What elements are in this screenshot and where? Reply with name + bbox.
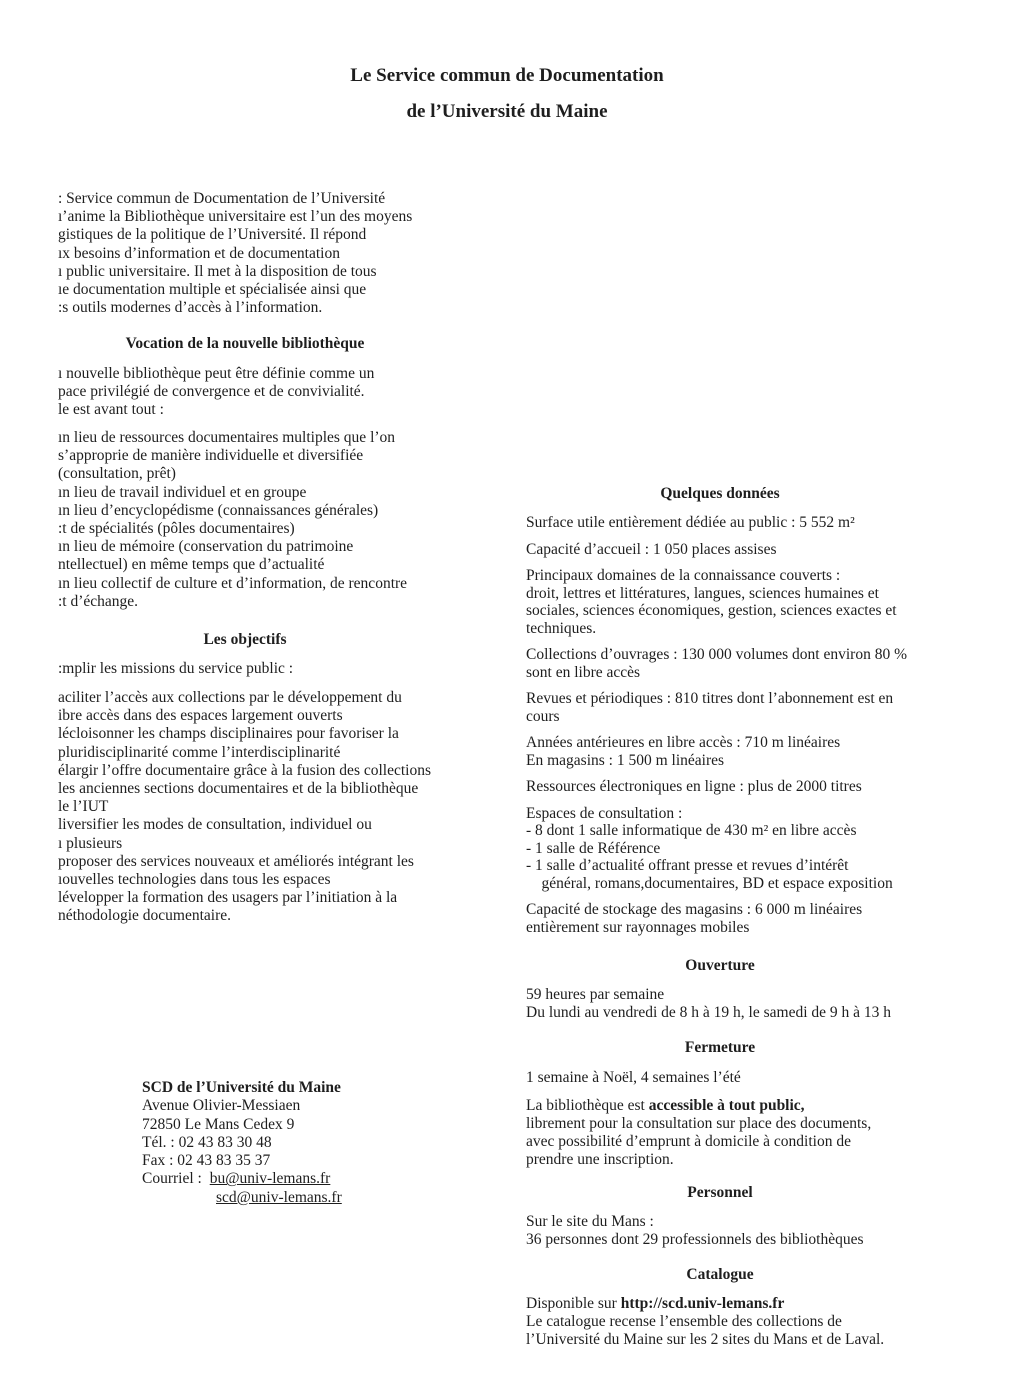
donnees-line: Principaux domaines de la connaissance couverts : — [526, 567, 841, 584]
vocation-list-line: ın lieu de mémoire (conservation du patrimoine — [58, 538, 354, 556]
intro-line: ı public universitaire. Il met à la disposition de tous — [58, 262, 377, 280]
catalogue-line-3: l’Université du Maine sur les 2 sites du Mans et de Laval. — [526, 1331, 885, 1348]
donnees-item-ressources — [526, 778, 936, 796]
catalogue-prefix: Disponible sur — [526, 1295, 621, 1312]
vocation-list-line: (consultation, prêt) — [58, 465, 176, 483]
catalogue-line-1 — [526, 1295, 884, 1313]
email-link-scd[interactable]: scd@univ-lemans.fr — [216, 1188, 342, 1206]
donnees-line: En magasins : 1 500 m linéaires — [526, 751, 725, 769]
address-email-row — [142, 1170, 342, 1188]
donnees-line: - 1 salle d’actualité offrant presse et revues d’intérêt — [526, 857, 849, 874]
objectifs-list-line: ıouvelles technologies dans tous les espaces — [58, 871, 331, 889]
donnees-line: Collections d’ouvrages : 130 000 volumes dont environ 80 % — [526, 646, 907, 663]
intro-line: :s outils modernes d’accès à l’information. — [58, 299, 323, 317]
vocation-list-line: ntellectuel) en même temps que d’actualité — [58, 556, 325, 574]
donnees-heading: Quelques données — [660, 485, 780, 502]
vocation-list-line: :t d’échange. — [58, 592, 139, 610]
intro-line: gistiques de la politique de l’Université. Il répond — [58, 226, 367, 244]
donnees-line: - 1 salle de Référence — [526, 839, 661, 857]
objectifs-intro-line: :mplir les missions du service public : — [58, 660, 294, 677]
objectifs-list-line: liversifier les modes de consultation, individuel ou — [58, 816, 372, 834]
donnees-line: Surface utile entièrement dédiée au public : 5 552 m² — [526, 514, 855, 531]
donnees-line: Revues et périodiques : 810 titres dont l’abonnement est en — [526, 690, 894, 707]
donnees-item-collections — [526, 646, 936, 681]
intro-line: ı’anime la Bibliothèque universitaire est l’un des moyens — [58, 208, 413, 226]
catalogue-line-2: Le catalogue recense l’ensemble des collections de — [526, 1313, 842, 1330]
donnees-item-espaces — [526, 805, 936, 893]
donnees-line: Capacité de stockage des magasins : 6 000 m linéaires — [526, 901, 863, 918]
objectifs-list-line: néthodologie documentaire. — [58, 907, 232, 925]
address-city: 72850 Le Mans Cedex 9 — [142, 1115, 295, 1133]
donnees-line: techniques. — [526, 619, 597, 637]
objectifs-list — [58, 689, 468, 926]
vocation-intro-line: ı nouvelle bibliothèque peut être définie comme un — [58, 365, 375, 382]
donnees-line: général, romans,documentaires, BD et espace exposition — [526, 874, 893, 892]
title-line-2: de l’Université du Maine — [406, 101, 608, 122]
fermeture-text — [526, 1069, 741, 1087]
vocation-list-line: ın lieu collectif de culture et d’information, de rencontre — [58, 574, 408, 592]
page-title — [0, 58, 1014, 130]
intro-line: : Service commun de Documentation de l’Université — [58, 190, 386, 207]
access-bold: accessible à tout public, — [648, 1097, 805, 1114]
donnees-line: - 8 dont 1 salle informatique de 430 m² en libre accès — [526, 822, 857, 839]
objectifs-intro — [58, 660, 468, 678]
intro-line: ıe documentation multiple et spécialisée ainsi que — [58, 281, 367, 299]
vocation-intro — [58, 365, 468, 420]
personnel-line-1: Sur le site du Mans : — [526, 1213, 654, 1230]
vocation-list-line: :t de spécialités (pôles documentaires) — [58, 520, 295, 538]
access-line-1 — [526, 1097, 871, 1115]
objectifs-heading: Les objectifs — [203, 631, 287, 648]
donnees-item-revues — [526, 690, 936, 725]
donnees-item-domaines — [526, 567, 936, 637]
objectifs-list-line: élargir l’offre documentaire grâce à la fusion des collections — [58, 761, 431, 779]
address-tel: Tél. : 02 43 83 30 48 — [142, 1133, 272, 1151]
donnees-list — [526, 514, 936, 945]
donnees-line: Capacité d’accueil : 1 050 places assises — [526, 540, 777, 558]
address-name-text: SCD de l’Université du Maine — [142, 1079, 341, 1096]
objectifs-list-line: le l’IUT — [58, 798, 109, 816]
vocation-list-line: ın lieu de travail individuel et en groupe — [58, 483, 307, 501]
email-link-bu[interactable]: bu@univ-lemans.fr — [209, 1170, 331, 1188]
address-fax: Fax : 02 43 83 35 37 — [142, 1152, 271, 1170]
objectifs-list-line: ibre accès dans des espaces largement ouverts — [58, 707, 343, 725]
access-line: librement pour la consultation sur place des documents, — [526, 1115, 872, 1132]
donnees-item-surface — [526, 514, 936, 532]
objectifs-list-line: pluridisciplinarité comme l’interdisciplinarité — [58, 743, 341, 761]
objectifs-list-line: les anciennes sections documentaires et de la bibliothèque — [58, 780, 419, 798]
ouverture-line-2: Du lundi au vendredi de 8 h à 19 h, le samedi de 9 h à 13 h — [526, 1004, 892, 1021]
objectifs-list-line: lévelopper la formation des usagers par l’initiation à la — [58, 889, 398, 907]
address-block — [142, 1079, 342, 1207]
address-street: Avenue Olivier-Messiaen — [142, 1097, 301, 1115]
donnees-line: Ressources électroniques en ligne : plus de 2000 titres — [526, 778, 862, 795]
donnees-line: sont en libre accès — [526, 663, 641, 681]
vocation-intro-line: le est avant tout : — [58, 401, 164, 419]
access-line: avec possibilité d’emprunt à domicile à condition de — [526, 1133, 851, 1150]
personnel-heading: Personnel — [687, 1184, 753, 1201]
personnel-line-2: 36 personnes dont 29 professionnels des bibliothèques — [526, 1231, 864, 1248]
address-email-row-2 — [142, 1189, 342, 1207]
address-name — [142, 1079, 342, 1097]
objectifs-list-line: aciliter l’accès aux collections par le développement du — [58, 689, 402, 706]
objectifs-list-line: ı plusieurs — [58, 834, 123, 852]
catalogue-text — [526, 1295, 884, 1349]
donnees-line: droit, lettres et littératures, langues, sciences humaines et — [526, 584, 879, 602]
ouverture-heading: Ouverture — [685, 957, 755, 974]
donnees-item-capacite — [526, 541, 936, 559]
catalogue-url-link[interactable]: http://scd.univ-lemans.fr — [620, 1295, 785, 1312]
catalogue-heading: Catalogue — [686, 1266, 754, 1283]
donnees-line: sociales, sciences économiques, gestion, sciences exactes et — [526, 602, 897, 619]
personnel-text — [526, 1213, 864, 1249]
objectifs-list-line: proposer des services nouveaux et améliorés intégrant les — [58, 852, 414, 870]
courriel-label: Courriel : — [142, 1170, 202, 1188]
vocation-intro-line: pace privilégié de convergence et de convivialité. — [58, 383, 365, 401]
donnees-line: Années antérieures en libre accès : 710 m linéaires — [526, 734, 841, 751]
fermeture-line-1: 1 semaine à Noël, 4 semaines l’été — [526, 1069, 741, 1086]
ouverture-text — [526, 986, 891, 1022]
title-line-1: Le Service commun de Documentation — [350, 65, 664, 86]
donnees-line: entièrement sur rayonnages mobiles — [526, 918, 750, 936]
objectifs-list-line: lécloisonner les champs disciplinaires pour favoriser la — [58, 725, 399, 743]
intro-line: ıx besoins d’information et de documentation — [58, 244, 340, 262]
vocation-list-line: s’approprie de manière individuelle et diversifiée — [58, 447, 364, 465]
vocation-list-line: ın lieu de ressources documentaires multiples que l’on — [58, 429, 396, 446]
vocation-list-line: ın lieu d’encyclopédisme (connaissances générales) — [58, 501, 379, 519]
ouverture-line-1: 59 heures par semaine — [526, 986, 665, 1003]
access-paragraph — [526, 1097, 871, 1169]
intro-paragraph — [58, 190, 468, 317]
access-line: prendre une inscription. — [526, 1151, 674, 1168]
vocation-heading: Vocation de la nouvelle bibliothèque — [125, 335, 365, 352]
donnees-line: cours — [526, 707, 560, 725]
vocation-list — [58, 429, 468, 611]
donnees-item-stockage — [526, 901, 936, 936]
donnees-item-annees — [526, 734, 936, 769]
access-prefix: La bibliothèque est — [526, 1097, 649, 1114]
donnees-line: Espaces de consultation : — [526, 804, 683, 822]
fermeture-heading: Fermeture — [684, 1039, 756, 1056]
